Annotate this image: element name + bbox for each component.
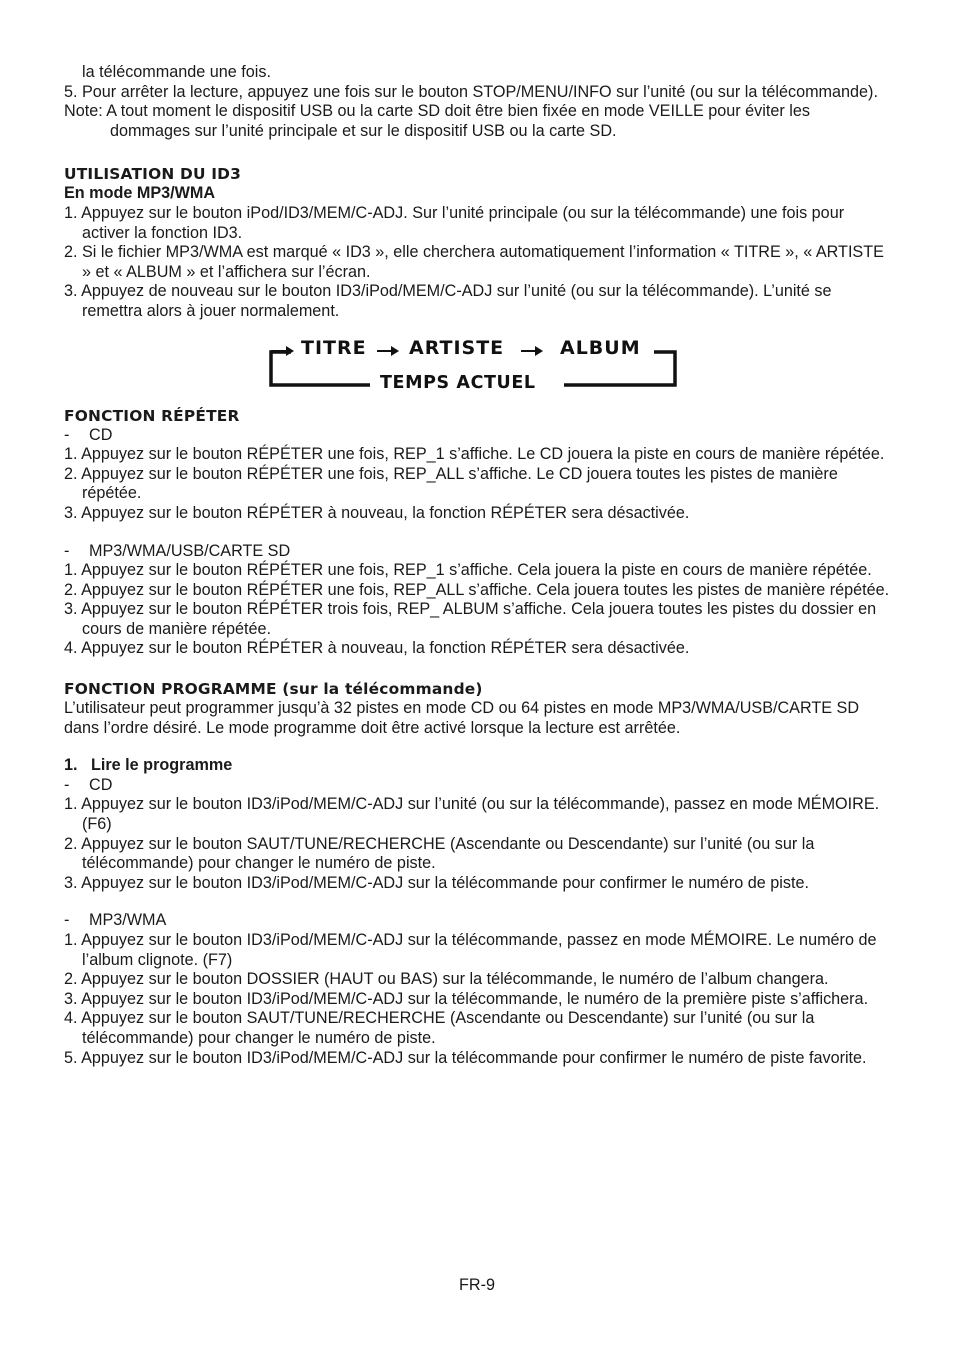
label-artiste: ARTISTE xyxy=(409,336,505,359)
manual-page xyxy=(64,63,894,1068)
list-item: 3. Appuyez sur le bouton ID3/iPod/MEM/C-ADJ sur la télécommande pour confirmer le numéro de piste. xyxy=(64,873,809,892)
id3-cycle-diagram xyxy=(64,322,894,406)
label-temps-actuel: TEMPS ACTUEL xyxy=(380,372,536,393)
list-item: 2. Appuyez sur le bouton RÉPÉTER une fois, REP_ALL s’affiche. Cela jouera toutes les pistes de manière répétée. xyxy=(64,580,890,599)
list-item: 3. Appuyez sur le bouton ID3/iPod/MEM/C-ADJ sur la télécommande, le numéro de la première piste s’affichera. xyxy=(64,989,869,1008)
list-item: 1. Appuyez sur le bouton RÉPÉTER une fois, REP_1 s’affiche. Le CD jouera la piste en cours de manière répétée. xyxy=(64,445,885,464)
list-item: 2. Appuyez sur le bouton RÉPÉTER une fois, REP_ALL s’affiche. Le CD jouera toutes les pistes de manière répétée. xyxy=(64,464,838,503)
page-number: FR-9 xyxy=(459,1276,495,1294)
label-titre: TITRE xyxy=(301,336,367,359)
list-item: 2. Si le fichier MP3/WMA est marqué « ID3 », elle cherchera automatiquement l’information « TITRE », « ARTISTE » et « ALBUM » et l’affichera sur l’écran. xyxy=(64,243,884,281)
list-item: 1. Appuyez sur le bouton RÉPÉTER une fois, REP_1 s’affiche. Cela jouera la piste en cours de manière répétée. xyxy=(64,561,872,580)
list-item: 1. Appuyez sur le bouton ID3/iPod/MEM/C-ADJ sur la télécommande, passez en mode MÉMOIRE. Le numéro de l’album clignote. (F7) xyxy=(64,931,877,969)
section-heading-program: FONCTION PROGRAMME (sur la télécommande) xyxy=(64,680,483,699)
section-heading-repeat: FONCTION RÉPÉTER xyxy=(64,406,240,425)
list-item: 5. Pour arrêter la lecture, appuyez une fois sur le bouton STOP/MENU/INFO sur l’unité (ou sur la télécommande). xyxy=(64,82,878,101)
section-heading-id3: UTILISATION DU ID3 xyxy=(64,165,242,184)
arrow-right-icon xyxy=(535,346,543,356)
list-item: 4. Appuyez sur le bouton SAUT/TUNE/RECHERCHE (Ascendante ou Descendante) sur l’unité (ou sur la télécommande) pour changer le numéro de piste. xyxy=(64,1009,815,1047)
list-item: 3. Appuyez sur le bouton RÉPÉTER à nouveau, la fonction RÉPÉTER sera désactivée. xyxy=(64,503,690,522)
subheading-mp3-wma: En mode MP3/WMA xyxy=(64,184,216,203)
arrow-right-icon xyxy=(391,346,399,356)
list-item: 2. Appuyez sur le bouton SAUT/TUNE/RECHERCHE (Ascendante ou Descendante) sur l’unité (ou sur la télécommande) pour changer le numéro de piste. xyxy=(64,834,815,873)
list-item: 4. Appuyez sur le bouton RÉPÉTER à nouveau, la fonction RÉPÉTER sera désactivée. xyxy=(64,639,690,658)
mode-label-mp3: - MP3/WMA/USB/CARTE SD xyxy=(64,541,291,560)
list-item: 1. Appuyez sur le bouton iPod/ID3/MEM/C-ADJ. Sur l’unité principale (ou sur la télécommande) une fois pour activer la fonction ID3. xyxy=(64,203,845,242)
list-item: 5. Appuyez sur le bouton ID3/iPod/MEM/C-ADJ sur la télécommande pour confirmer le numéro de piste favorite. xyxy=(64,1048,867,1067)
list-item: 1. Appuyez sur le bouton ID3/iPod/MEM/C-ADJ sur l’unité (ou sur la télécommande), passez en mode MÉMOIRE. (F6) xyxy=(64,795,880,834)
program-intro: L’utilisateur peut programmer jusqu’à 32 pistes en mode CD ou 64 pistes en mode MP3/WMA/USB/CARTE SD dans l’ordre désiré. Le mode programme doit être activé lorsque la lecture est arrêtée. xyxy=(64,699,860,737)
label-album: ALBUM xyxy=(560,336,641,359)
note-paragraph: Note: A tout moment le dispositif USB ou la carte SD doit être bien fixée en mode VEILLE pour éviter les dommages sur l’unité principale et sur le dispositif USB ou la carte SD. xyxy=(64,102,810,140)
mode-label-mp3: - MP3/WMA xyxy=(64,911,167,930)
list-item: 2. Appuyez sur le bouton DOSSIER (HAUT ou BAS) sur la télécommande, le numéro de l’album changera. xyxy=(64,970,829,989)
subheading-lire-programme: 1. Lire le programme xyxy=(64,756,233,775)
mode-label-cd: - CD xyxy=(64,425,113,444)
list-item: 3. Appuyez de nouveau sur le bouton ID3/iPod/MEM/C-ADJ sur l’unité (ou sur la télécommande). L’unité se remettra alors à jouer normalement. xyxy=(64,282,832,320)
arrow-right-icon xyxy=(286,346,294,356)
mode-label-cd: - CD xyxy=(64,775,113,794)
continued-line: la télécommande une fois. xyxy=(82,63,271,81)
list-item: 3. Appuyez sur le bouton RÉPÉTER trois fois, REP_ ALBUM s’affiche. Cela jouera toutes les pistes du dossier en cours de manière répétée. xyxy=(64,600,877,638)
